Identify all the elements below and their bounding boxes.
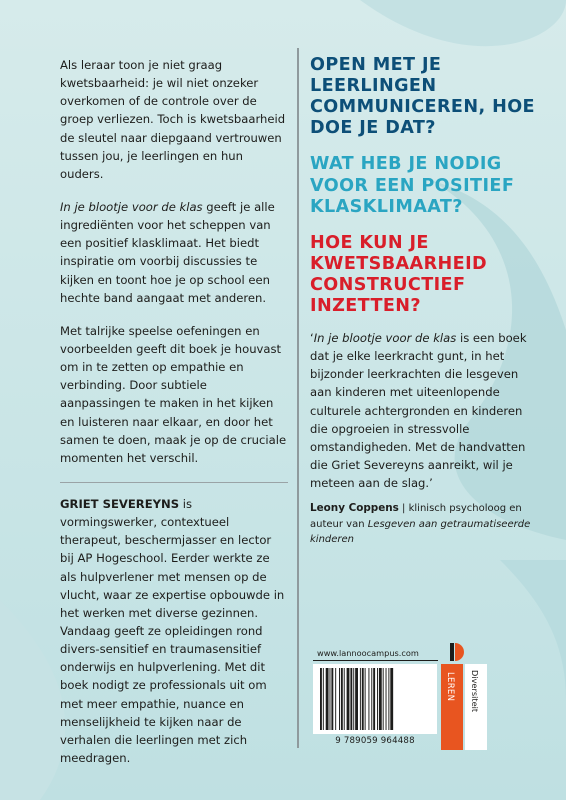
barcode-bars: [320, 668, 430, 730]
blurb-text-3: Met talrijke speelse oefeningen en voorbeelden geeft dit boek je houvast om in te zetten op empathie en verbinding. Door subtiele aanpassingen te maken in het kijken en luisteren naar elkaar, en door het samen te doen, maak je op de cruciale momenten het verschil.: [60, 323, 287, 465]
category-text: LEREN: [445, 672, 455, 702]
barcode-bar: [368, 668, 369, 730]
barcode-bar: [365, 668, 366, 730]
barcode-bar: [360, 668, 361, 730]
isbn-number: 9 789059 964488: [335, 736, 415, 746]
question-heading-2: WAT HEB JE NODIG VOOR EEN POSITIEF KLASKLIMAAT?: [310, 154, 515, 217]
barcode-bar: [390, 668, 393, 730]
author-name: GRIET SEVEREYNS: [60, 496, 180, 511]
barcode-bar: [383, 668, 384, 730]
publisher-logo-icon: [450, 643, 464, 661]
author-bio-text: is vormingswerker, contextueel therapeut, beschermjasser en lector bij AP Hogeschool. Eerder werkte ze als hulpverlener met mensen op de vlucht, waar ze expertise opbouwde in het werken met diverse gezinnen. Vandaag geeft ze opleidingen rond divers-sensitief en traumasensitief onderwijs en hulpverlening. Met dit boek nodigt ze professionals uit om met meer empathie, nuance en menselijkheid te kijken naar de verhalen die leerlingen met zich meedragen.: [60, 496, 285, 765]
subcategory-text: Diversiteit: [470, 670, 480, 713]
endorser-book-title: Lesgeven aan getraumatiseerde kinderen: [310, 518, 531, 545]
barcode-bar: [330, 668, 331, 730]
blurb-paragraph-1: [60, 56, 288, 183]
barcode-bar: [350, 668, 352, 730]
question-heading-3: HOE KUN JE KWETSBAARHEID CONSTRUCTIEF INZETTEN?: [310, 232, 488, 317]
barcode-bar: [326, 668, 329, 730]
barcode-bar: [344, 668, 345, 730]
barcode-bar: [347, 668, 350, 730]
blurb-paragraph-3: [60, 322, 288, 467]
author-bio: [60, 495, 288, 767]
barcode: [313, 664, 437, 734]
section-divider: [60, 482, 288, 483]
barcode-bar: [341, 668, 343, 730]
left-column: [60, 56, 288, 782]
category-label: [441, 664, 463, 750]
endorser-role: | klinisch psycholoog en auteur van: [310, 502, 522, 530]
quote-book-title: In je blootje voor de klas: [313, 331, 457, 346]
blurb-text-2: geeft je alle ingrediënten voor het scheppen van een positief klasklimaat. Het biedt inspiratie om voorbij discussies te kijken en toont hoe je op school een hechte band aangaat met anderen.: [60, 199, 275, 305]
book-title-inline: In je blootje voor de klas: [60, 199, 203, 214]
blurb-text-1: Als leraar toon je niet graag kwetsbaarheid: je wil niet onzeker overkomen of de controle over de groep verliezen. Toch is kwetsbaarheid de sleutel naar diepgaand vertrouwen tussen jou, je leerlingen en hun ouders.: [60, 58, 286, 181]
right-column: [310, 55, 542, 547]
barcode-bar: [331, 668, 333, 730]
barcode-bar: [353, 668, 354, 730]
question-heading-1: OPEN MET JE LEERLINGEN COMMUNICEREN, HOE DOE JE DAT?: [310, 55, 535, 139]
endorsement-author: [310, 501, 532, 547]
barcode-bar: [362, 668, 364, 730]
barcode-bar: [386, 668, 387, 730]
publisher-website: www.lannoocampus.com: [313, 645, 438, 661]
barcode-bar: [323, 668, 324, 730]
barcode-bar: [339, 668, 340, 730]
barcode-bar: [388, 668, 389, 730]
quote-text: is een boek dat je elke leerkracht gunt, in het bijzonder leerkrachten die lesgeven aan kinderen met uiteenlopende culturele achtergronden en kinderen die opgroeien in stressvolle omstandigheden. Met de handvatten die Griet Severeyns aanreikt, wil je meteen aan de slag.’: [310, 331, 527, 490]
subcategory-label: [465, 664, 487, 750]
endorser-name: Leony Coppens: [310, 501, 399, 514]
barcode-bar: [335, 668, 336, 730]
quote-mark: ‘: [310, 331, 314, 346]
barcode-bar: [377, 668, 378, 730]
endorsement-quote: [310, 329, 532, 492]
barcode-bar: [371, 668, 372, 730]
barcode-bar: [355, 668, 358, 730]
column-divider: [297, 48, 299, 748]
barcode-bar: [373, 668, 375, 730]
blurb-paragraph-2: [60, 198, 288, 307]
barcode-bar: [379, 668, 382, 730]
barcode-bar: [320, 668, 322, 730]
